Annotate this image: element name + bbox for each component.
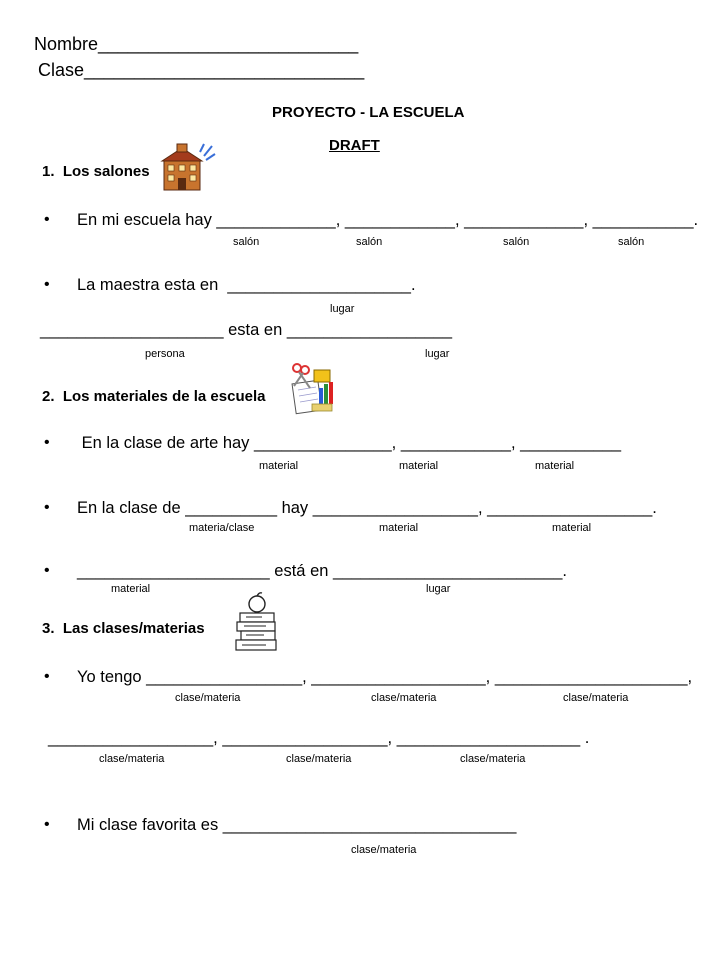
s1-sentence-2[interactable]: La maestra esta en ____________________.: [77, 276, 416, 294]
bullet: •: [44, 668, 50, 685]
s3-label: clase/materia: [351, 844, 417, 856]
s3-label: clase/materia: [371, 692, 437, 704]
s3-sentence-1[interactable]: Yo tengo _________________, ___________________, _____________________,: [77, 668, 693, 686]
s1-sentence-3[interactable]: ____________________ esta en __________________: [40, 321, 453, 339]
school-building-icon: [160, 142, 216, 192]
s3-label: clase/materia: [175, 692, 241, 704]
s2-label: material: [259, 460, 299, 472]
bullet: •: [44, 276, 50, 293]
s2-label: material: [379, 522, 419, 534]
s1-label: salón: [356, 236, 383, 248]
page-title: PROYECTO - LA ESCUELA: [272, 104, 465, 121]
s2-label: material: [535, 460, 575, 472]
s2-sentence-2[interactable]: En la clase de __________ hay __________________, __________________.: [77, 499, 657, 517]
s1-label: persona: [145, 348, 185, 360]
draft-label: DRAFT: [329, 137, 380, 154]
s3-label: clase/materia: [563, 692, 629, 704]
s1-label: salón: [233, 236, 260, 248]
s1-label: salón: [503, 236, 530, 248]
books-apple-icon: [232, 592, 282, 656]
s2-label: lugar: [426, 583, 451, 595]
s2-sentence-1[interactable]: En la clase de arte hay _______________, ____________, ___________: [77, 434, 622, 452]
s2-label: materia/clase: [189, 522, 255, 534]
s3-label: clase/materia: [460, 753, 526, 765]
clase-field[interactable]: Clase____________________________: [38, 60, 365, 80]
s1-label: lugar: [425, 348, 450, 360]
s3-label: clase/materia: [286, 753, 352, 765]
bullet: •: [44, 499, 50, 516]
section-3-heading: 3. Las clases/materias: [42, 620, 205, 637]
section-1-heading: 1. Los salones: [42, 163, 150, 180]
nombre-field[interactable]: Nombre__________________________: [34, 34, 359, 54]
s2-label: material: [399, 460, 439, 472]
s3-sentence-2[interactable]: __________________, __________________, ____________________ .: [48, 729, 590, 747]
section-2-heading: 2. Los materiales de la escuela: [42, 388, 266, 405]
bullet: •: [44, 211, 50, 228]
s2-label: material: [111, 583, 151, 595]
s2-sentence-3[interactable]: _____________________ está en _________________________.: [77, 562, 567, 580]
s2-label: material: [552, 522, 592, 534]
bullet: •: [44, 816, 50, 833]
s1-label: lugar: [330, 303, 355, 315]
s3-label: clase/materia: [99, 753, 165, 765]
s3-sentence-3[interactable]: Mi clase favorita es ________________________________: [77, 816, 517, 834]
bullet: •: [44, 434, 50, 451]
s1-sentence-1[interactable]: En mi escuela hay _____________, ____________, _____________, ___________.: [77, 211, 699, 229]
s1-label: salón: [618, 236, 645, 248]
school-supplies-icon: [288, 360, 338, 416]
bullet: •: [44, 562, 50, 579]
